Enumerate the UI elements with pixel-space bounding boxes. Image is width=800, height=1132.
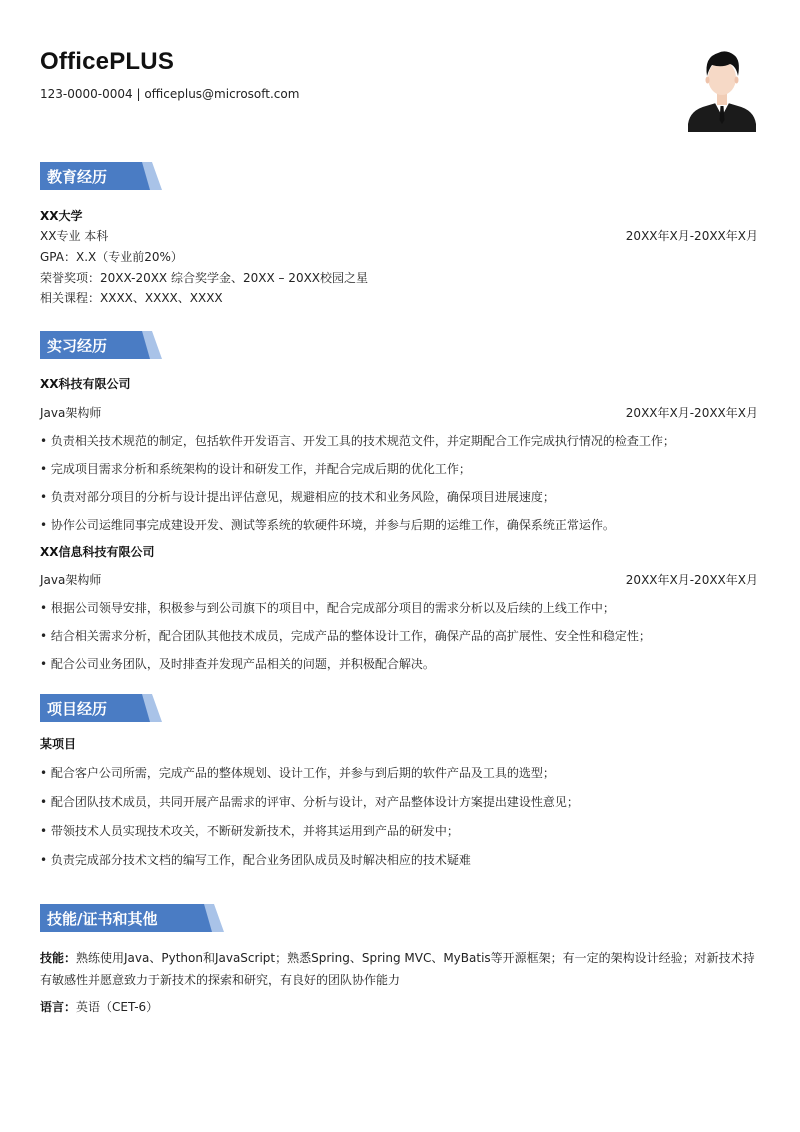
- list-item: • 配合公司业务团队，及时排查并发现产品相关的问题，并积极配合解决。: [40, 657, 435, 671]
- skills-paragraph: [40, 947, 758, 991]
- language-label: 语言：: [40, 1000, 77, 1014]
- gpa: GPA：X.X（专业前20%）: [40, 250, 183, 264]
- job-date: 20XX年X月-20XX年X月: [625, 573, 758, 587]
- candidate-name: OfficePLUS: [40, 48, 175, 75]
- honors: 荣誉奖项：20XX-20XX 综合奖学金、20XX – 20XX校园之星: [40, 271, 369, 285]
- resume-header: [40, 48, 174, 76]
- job-role: Java架构师: [40, 406, 102, 420]
- language-line: [40, 998, 158, 1015]
- school-name: XX大学: [40, 209, 83, 223]
- list-item: • 结合相关需求分析，配合团队其他技术成员，完成产品的整体设计工作，确保产品的高扩展性、安全性和稳定性；: [40, 629, 651, 643]
- list-item: • 根据公司领导安排，积极参与到公司旗下的项目中，配合完成部分项目的需求分析以及后续的上线工作中；: [40, 601, 615, 615]
- education-date: 20XX年X月-20XX年X月: [625, 229, 758, 243]
- list-item: • 负责对部分项目的分析与设计提出评估意见，规避相应的技术和业务风险，确保项目进展速度；: [40, 490, 555, 504]
- list-item: • 配合团队技术成员，共同开展产品需求的评审、分析与设计，对产品整体设计方案提出建设性意见；: [40, 795, 579, 809]
- list-item: • 协作公司运维同事完成建设开发、测试等系统的软硬件环境，并参与后期的运维工作，确保系统正常运作。: [40, 518, 615, 532]
- job-role: Java架构师: [40, 573, 102, 587]
- list-item: • 负责完成部分技术文档的编写工作，配合业务团队成员及时解决相应的技术疑难: [40, 853, 471, 867]
- list-item: • 带领技术人员实现技术攻关，不断研发新技术，并将其运用到产品的研发中；: [40, 824, 459, 838]
- project-name: 某项目: [40, 737, 77, 751]
- section-title: 实习经历: [47, 337, 108, 355]
- section-title: 技能/证书和其他: [47, 910, 158, 928]
- company-name: XX信息科技有限公司: [40, 545, 155, 559]
- list-item: • 负责相关技术规范的制定，包括软件开发语言、开发工具的技术规范文件，并定期配合工作完成执行情况的检查工作；: [40, 434, 675, 448]
- job-date: 20XX年X月-20XX年X月: [625, 406, 758, 420]
- list-item: • 配合客户公司所需，完成产品的整体规划、设计工作，并参与到后期的软件产品及工具的选型；: [40, 766, 555, 780]
- skills-text: 熟练使用Java、Python和JavaScript；熟悉Spring、Spring MVC、MyBatis等开源框架；有一定的架构设计经验；对新技术持有敏感性并愿意致力于新技术的探索和研究，有良好的团队协作能力: [40, 951, 755, 987]
- list-item: • 完成项目需求分析和系统架构的设计和研发工作，并配合完成后期的优化工作；: [40, 462, 471, 476]
- company-name: XX科技有限公司: [40, 377, 131, 391]
- language-text: 英语（CET-6）: [76, 1000, 159, 1014]
- courses: 相关课程：XXXX、XXXX、XXXX: [40, 291, 223, 305]
- section-title: 项目经历: [47, 700, 108, 718]
- major-degree: XX专业 本科: [40, 229, 109, 243]
- avatar: [688, 44, 756, 132]
- section-title: 教育经历: [47, 168, 108, 186]
- skills-label: 技能：: [40, 951, 77, 965]
- contact-info: 123-0000-0004 | officeplus@microsoft.com: [40, 87, 300, 101]
